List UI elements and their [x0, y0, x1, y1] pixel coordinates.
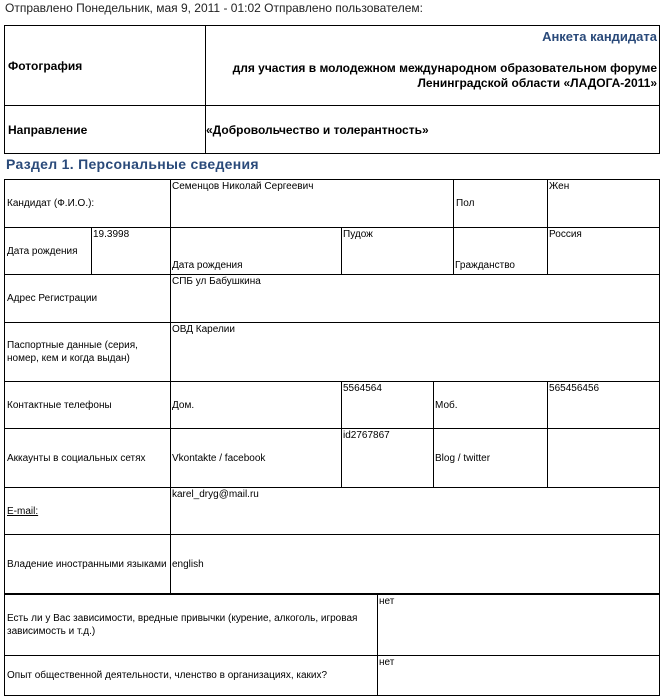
mobile-phone-label: Моб. [434, 382, 548, 429]
social-activity-label: Опыт общественной деятельности, членство в организациях, каких? [5, 656, 378, 696]
email-label[interactable]: E-mail: [7, 505, 39, 517]
form-title: Анкета кандидата [542, 29, 657, 44]
personal-data-table [4, 179, 660, 594]
form-subtitle [206, 61, 657, 91]
dob-value: 19.3998 [92, 228, 171, 275]
section-title: Раздел 1. Персональные сведения [6, 156, 259, 172]
languages-value: english [171, 535, 660, 594]
candidate-value: Семенцов Николай Сергеевич [171, 180, 454, 228]
address-label: Адрес Регистрации [5, 275, 171, 323]
vkontakte-label: Vkontakte / facebook [171, 429, 342, 488]
form-title-cell [206, 26, 660, 106]
habits-value: нет [378, 595, 660, 656]
additional-info-table [4, 594, 660, 696]
home-phone-label: Дом. [171, 382, 342, 429]
blog-label: Blog / twitter [434, 429, 548, 488]
header-table [4, 25, 660, 154]
vkontakte-value: id2767867 [342, 429, 434, 488]
email-label-cell [5, 488, 171, 535]
birthplace-label: Дата рождения [171, 228, 342, 275]
direction-label: Направление [5, 106, 206, 154]
gender-label: Пол [454, 180, 548, 228]
mobile-phone-value: 565456456 [548, 382, 660, 429]
habits-label: Есть ли у Вас зависимости, вредные привычки (курение, алкоголь, игровая зависимость и т.д.) [5, 595, 378, 656]
blog-value [548, 429, 660, 488]
sent-line: Отправлено Понедельник, мая 9, 2011 - 01:02 Отправлено пользователем: [5, 1, 423, 15]
candidate-label: Кандидат (Ф.И.О.): [5, 180, 171, 228]
social-accounts-label: Аккаунты в социальных сетях [5, 429, 171, 488]
citizenship-value: Россия [548, 228, 660, 275]
form-subtitle-line-2: Ленинградской области «ЛАДОГА-2011» [417, 76, 657, 90]
direction-value: «Добровольчество и толерантность» [206, 106, 660, 154]
phones-label: Контактные телефоны [5, 382, 171, 429]
email-value: karel_dryg@mail.ru [171, 488, 660, 535]
photo-label: Фотография [5, 26, 206, 106]
languages-label: Владение иностранными языками [5, 535, 171, 594]
passport-value: ОВД Карелии [171, 323, 660, 382]
dob-label: Дата рождения [5, 228, 92, 275]
form-subtitle-line-1: для участия в молодежном международном образовательном форуме [232, 61, 657, 75]
social-activity-value: нет [378, 656, 660, 696]
passport-label: Паспортные данные (серия, номер, кем и когда выдан) [5, 323, 171, 382]
address-value: СПБ ул Бабушкина [171, 275, 660, 323]
birthplace-value: Пудож [342, 228, 454, 275]
gender-value: Жен [548, 180, 660, 228]
home-phone-value: 5564564 [342, 382, 434, 429]
citizenship-label: Гражданство [454, 228, 548, 275]
